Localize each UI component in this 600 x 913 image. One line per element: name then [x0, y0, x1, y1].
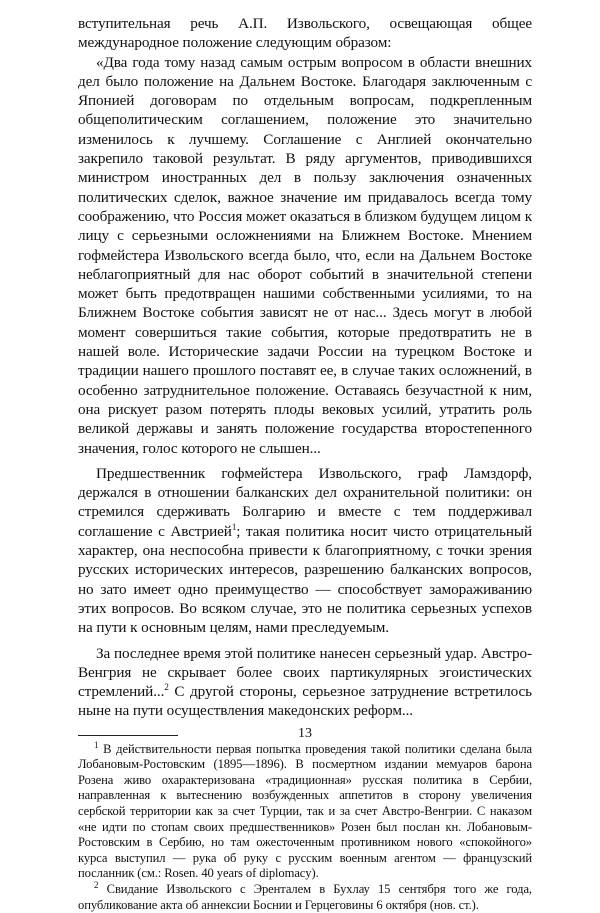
footnote-text: Свидание Извольского с Эренталем в Бухлау 15 сентября того же года, опубликование акта об аннексии Боснии и Герцеговины 6 октября (нов. ст.).	[78, 882, 532, 912]
footnote-marker: 1	[94, 739, 99, 750]
paragraph-text: За последнее время этой политике нанесен серьезный удар. Австро-Венгрия не скрывает более своих партикулярных эгоистических стремлений...	[78, 644, 532, 701]
footnote-1	[78, 739, 532, 882]
footnote-ref-1: 1	[231, 521, 237, 532]
footnote-marker: 2	[94, 879, 99, 890]
footnote-text: В действительности первая попытка проведения такой политики сделана была Лобановым-Ростовским (1895—1896). В посмертном издании мемуаров барона Розена живо охарактеризована «традиционная» русская политика в Сербии, направленная к вытеснению возбужденных аппетитов в сторону увеличения сербской территории как за счет Турции, так и за счет Австро-Венгрии. С наказом «не идти по стопам своих предшественников» Розен был послан кн. Лобановым-Ростовским в Сербию, но там ожесточенным противником нового «спокойного» курса выступил — рука об руку с русским военным агентом — французский посланник (см.: Rosen. 40 years of diplomacy).	[78, 741, 532, 881]
footnote-ref-2: 2	[164, 682, 169, 693]
footnotes	[78, 739, 532, 913]
main-text	[78, 14, 532, 721]
quote-paragraph: «Два года тому назад самым острым вопросом в области внешних дел было положение на Дальнем Востоке. Благодаря заключенным с Японией договорам по отдельным вопросам, подкрепленным общеполитическим соглашением, положение это значительно изменилось к лучшему. Соглашение с Англией окончательно закрепило таковой результат. В ряду аргументов, приводившихся министром иностранных дел в пользу заключения означенных политических сделок, важное значение им придавалось всегда тому соображению, что Россия может оказаться в близком будущем лицом к лицу с серьезными осложнениями на Ближнем Востоке. Мнением гофмейстера Извольского всегда было, что, если на Дальнем Востоке неблагоприятный для нас оборот событий в значительной степени может быть предотвращен нашими собственными усилиями, то на Ближнем Востоке события зависят не от нас... Здесь могут в любой момент совершиться такие события, которые предотвратить не в нашей воле. Исторические задачи России на турецком Востоке и традиции нашего прошлого поставят ее, в случае таких осложнений, в особенно затруднительное положение. Оставаясь безучастной к ним, она рискует разом потерять плоды вековых усилий, утратить роль великой державы и занять положение государства второстепенного значения, голос которого не слышен...	[78, 53, 532, 457]
footnote-2	[78, 879, 532, 913]
intro-paragraph: вступительная речь А.П. Извольского, освещающая общее международное положение следующим образом:	[78, 15, 532, 52]
paragraph-text: Предшественник гофмейстера Извольского, граф Ламздорф, держался в отношении балканских дел охранительной политики: он стремился сдерживать Болгарию и вместе с тем поддерживал соглашение с Австрией	[78, 464, 532, 540]
page-number: 13	[298, 726, 312, 741]
paragraph-text: ; такая политика носит чисто отрицательный характер, она неспособна привести к благоприятному, с точки зрения русских исторических интересов, разрешению балканских вопросов, но зато имеет одно преимущество — способствует замораживанию этих вопросов. Во всяком случае, это не политика серьезных успехов на пути к основным целям, нами преследуемым.	[78, 522, 532, 637]
paragraph-austria	[78, 644, 532, 721]
paragraph-lamsdorf	[78, 464, 532, 638]
paragraph-text: С другой стороны, серьезное затруднение встретилось ныне на пути осуществления македонских реформ...	[78, 683, 532, 720]
book-page	[78, 14, 532, 912]
